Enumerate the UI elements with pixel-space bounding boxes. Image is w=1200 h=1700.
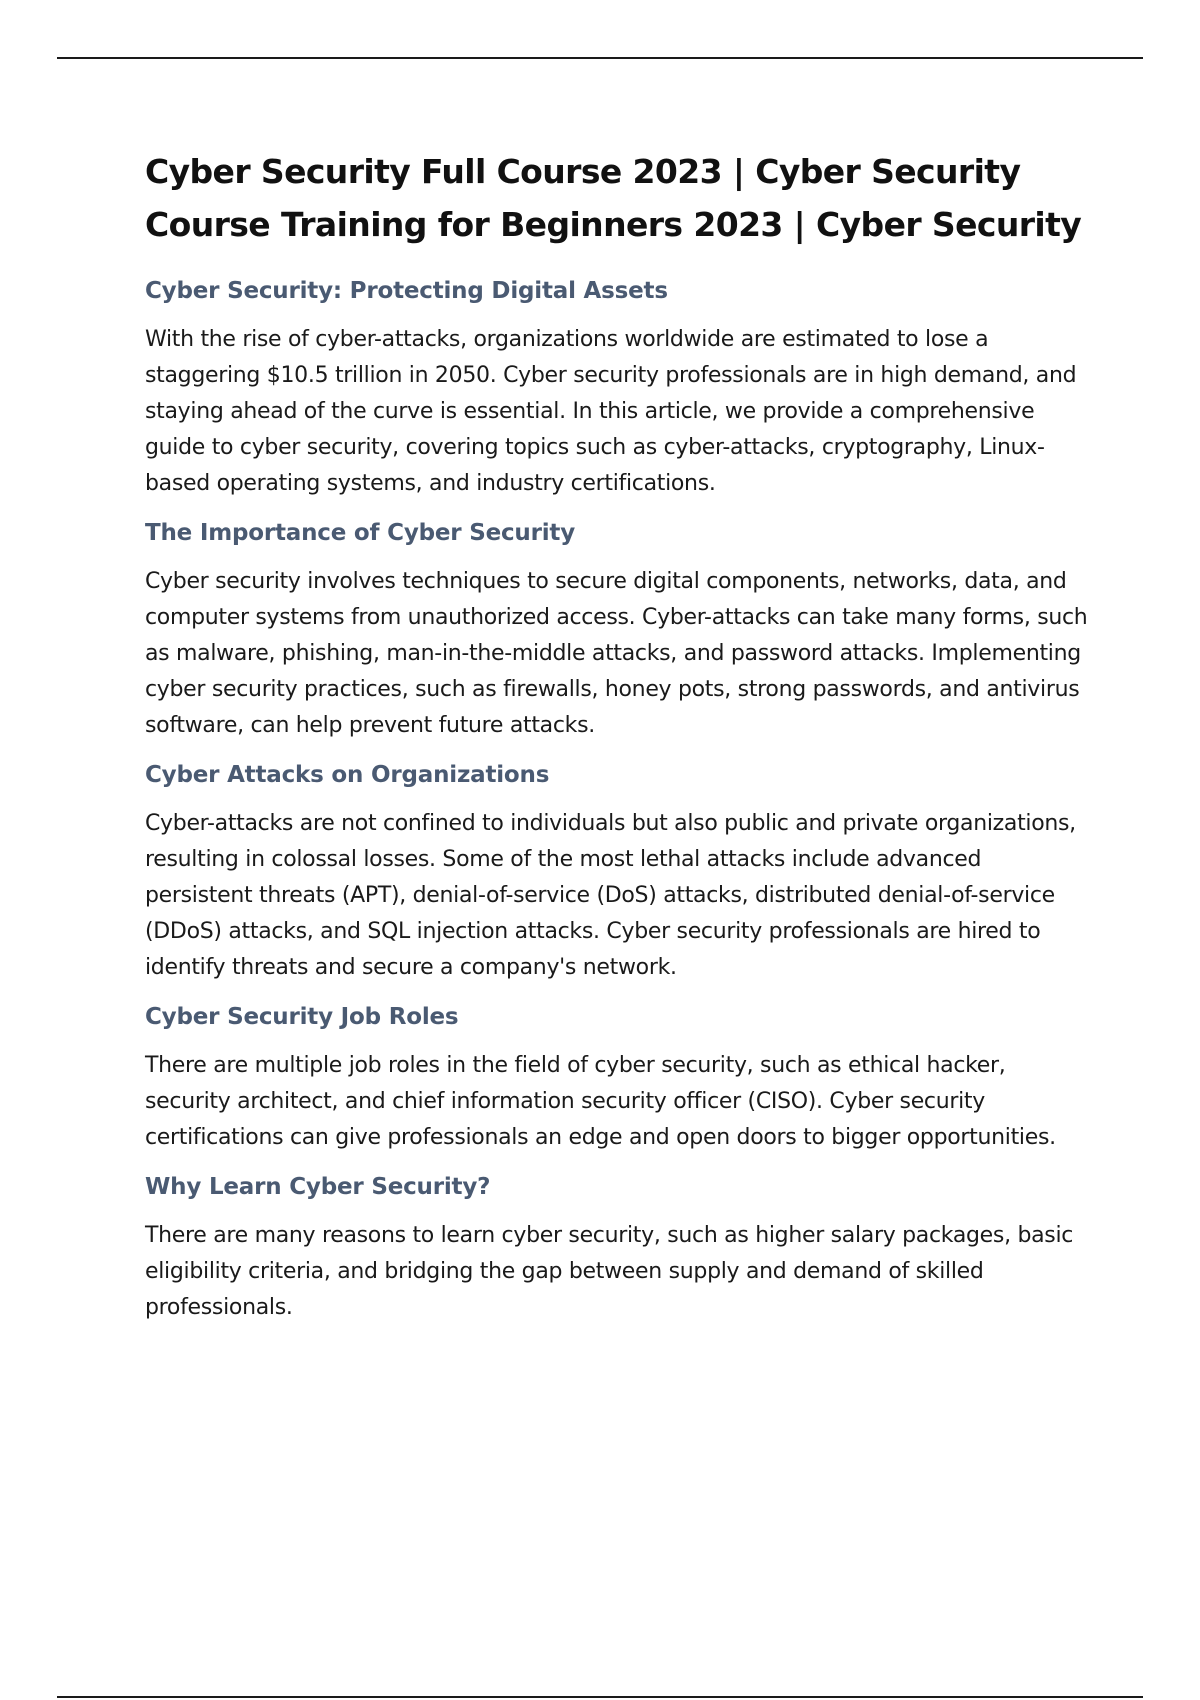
section-protecting-digital-assets	[145, 275, 1095, 502]
section-heading: The Importance of Cyber Security	[145, 520, 576, 546]
section-heading: Cyber Attacks on Organizations	[145, 762, 550, 788]
section-importance-of-cyber-security	[145, 517, 1095, 744]
section-why-learn	[145, 1171, 1095, 1326]
section-paragraph: Cyber-attacks are not confined to individuals but also public and private organizations, resulting in colossal losses. Some of the most lethal attacks include advanced persistent threats (APT), denial-of-service (DoS) attacks, distributed denial-of-service (DDoS) attacks, and SQL injection attacks. Cyber security professionals are hired to identify threats and secure a company's network.	[145, 811, 1076, 980]
section-paragraph: With the rise of cyber-attacks, organizations worldwide are estimated to lose a staggering $10.5 trillion in 2050. Cyber security professionals are in high demand, and staying ahead of the curve is essential. In this article, we provide a comprehensive guide to cyber security, covering topics such as cyber-attacks, cryptography, Linux-based operating systems, and industry certifications.	[145, 327, 1077, 496]
section-heading: Why Learn Cyber Security?	[145, 1174, 491, 1200]
section-job-roles	[145, 1001, 1095, 1156]
bottom-rule	[57, 1696, 1143, 1698]
top-rule	[57, 57, 1143, 59]
section-heading: Cyber Security Job Roles	[145, 1004, 459, 1030]
document-title: Cyber Security Full Course 2023 | Cyber Security Course Training for Beginners 2023 | Cyber Security	[145, 152, 1082, 244]
section-paragraph: Cyber security involves techniques to secure digital components, networks, data, and computer systems from unauthorized access. Cyber-attacks can take many forms, such as malware, phishing, man-in-the-middle attacks, and password attacks. Implementing cyber security practices, such as firewalls, honey pots, strong passwords, and antivirus software, can help prevent future attacks.	[145, 569, 1088, 738]
document-content	[145, 145, 1095, 1341]
section-heading: Cyber Security: Protecting Digital Assets	[145, 278, 668, 304]
section-paragraph: There are many reasons to learn cyber security, such as higher salary packages, basic eligibility criteria, and bridging the gap between supply and demand of skilled professionals.	[145, 1223, 1074, 1320]
section-cyber-attacks-on-organizations	[145, 759, 1095, 986]
section-paragraph: There are multiple job roles in the field of cyber security, such as ethical hacker, security architect, and chief information security officer (CISO). Cyber security certifications can give professionals an edge and open doors to bigger opportunities.	[145, 1053, 1056, 1150]
